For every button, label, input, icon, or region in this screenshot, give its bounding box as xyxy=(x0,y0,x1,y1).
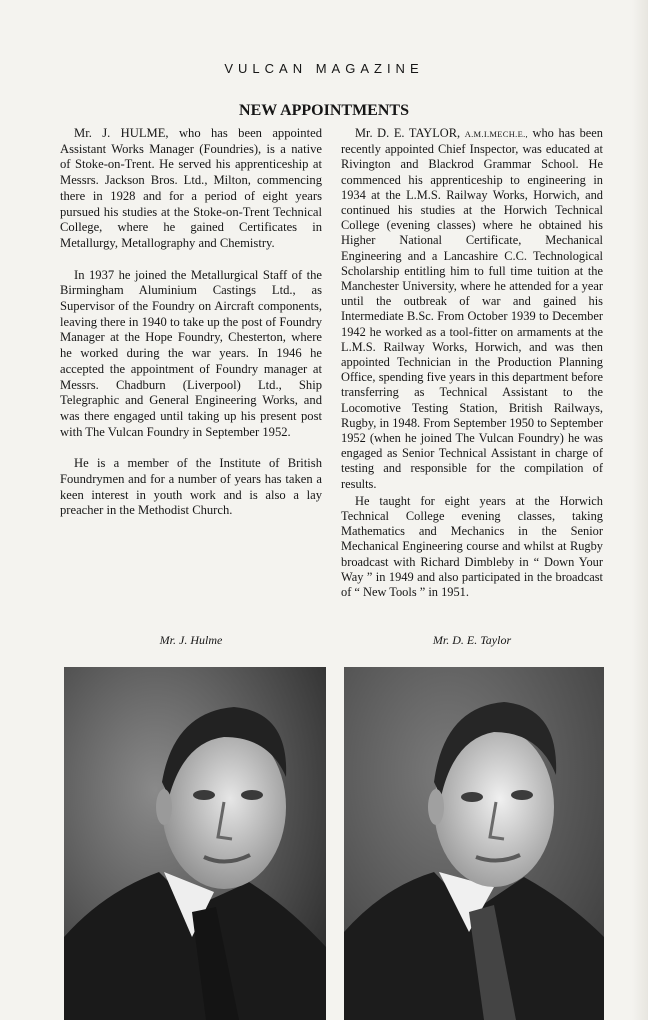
portrait-taylor xyxy=(344,667,604,1020)
portrait-hulme xyxy=(64,667,326,1020)
magazine-masthead: VULCAN MAGAZINE xyxy=(224,61,424,76)
page-fold-shadow xyxy=(632,0,648,1020)
taylor-postnominal: A.M.I.MECH.E., xyxy=(464,129,528,139)
taylor-lead: Mr. D. E. TAYLOR, xyxy=(355,126,465,140)
taylor-paragraph-2: He taught for eight years at the Horwich Technical College evening classes, taking Mathematics and Mechanics in the Senior Mechanical Engineering course and whilst at Rugby broadcast with Richard Dimbleby in “ Down Your Way ” in 1949 and also participated in the broadcast of “ New Tools ” in 1951. xyxy=(341,493,603,600)
hulme-paragraph-2: In 1937 he joined the Metallurgical Staff of the Birmingham Aluminium Castings Ltd., as Supervisor of the Foundry on Aircraft components, leaving there in 1940 to take up the post of Foundry Manager at the Hope Foundry, Chesterton, where he worked during the war years. In 1946 he accepted the appointment of Foundry manager at Messrs. Chadburn (Liverpool) Ltd., Ship Telegraphic and General Engineering Works, and was there engaged until taking up his present post with The Vulcan Foundry in September 1952. xyxy=(60,267,322,439)
hulme-paragraph-3: He is a member of the Institute of British Foundrymen and for a number of years has taken a keen interest in youth work and is also a lay preacher in the Methodist Church. xyxy=(60,456,322,518)
taylor-paragraph-1-rest: who has been recently appointed Chief Inspector, was educated at Rivington and Blackrod Grammar School. He commenced his apprenticeship to engineering in 1934 at the L.M.S. Railway Works, Horwich, and continued his studies at the Horwich Technical College (evening classes) where he obtained his Higher National Certificate, Mechanical Engineering and a Lancashire C.C. Technological Scholarship entitling him to full time tuition at the Manchester University, where he attended for a year until the outbreak of war and gained his Intermediate B.Sc. From October 1939 to December 1942 he worked as a tool-fitter on armaments at the L.M.S. Railway Works, Horwich, and was then appointed Technician in the Production Planning Office, spending five years in this department before transferring as Technical Assistant to the Locomotive Testing Station, British Railways, Rugby, in 1948. From September 1950 to September 1952 (when he joined The Vulcan Foundry) he was engaged as Senior Technical Assistant in charge of testing and responsible for the compilation of results. xyxy=(341,126,603,491)
hulme-paragraph-1: Mr. J. HULME, who has been appointed Assistant Works Manager (Foundries), is a native of Stoke-on-Trent. He served his apprenticeship at Messrs. Jackson Bros. Ltd., Milton, commencing there in 1928 and for a period of eight years pursued his studies at the Stoke-on-Trent Technical College, where he gained Certificates in Metallurgy, Metallography and Chemistry. xyxy=(60,126,322,250)
right-column xyxy=(341,126,603,600)
caption-hulme: Mr. J. Hulme xyxy=(159,633,223,647)
taylor-paragraph-1 xyxy=(341,126,603,492)
article-headline: NEW APPOINTMENTS xyxy=(239,102,409,119)
caption-taylor: Mr. D. E. Taylor xyxy=(432,633,512,647)
left-column xyxy=(60,126,322,519)
